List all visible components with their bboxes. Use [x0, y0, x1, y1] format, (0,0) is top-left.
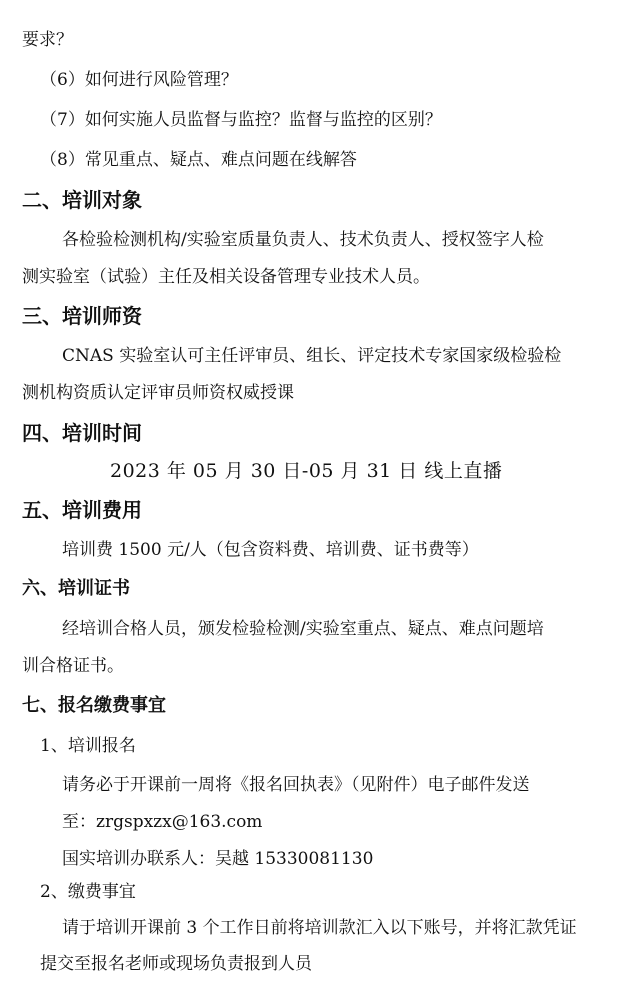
- list-item-6: （6）如何进行风险管理？: [40, 70, 238, 90]
- subheading-payment: 2、缴费事宜: [40, 882, 136, 902]
- section-heading-trainees: 二、培训对象: [22, 188, 142, 212]
- paragraph-line: 提交至报名老师或现场负责报到人员: [40, 954, 312, 974]
- section-heading-fee: 五、培训费用: [22, 498, 142, 522]
- fee-text: 培训费 1500 元/人（包含资料费、培训费、证书费等）: [62, 540, 479, 560]
- paragraph-line: 测实验室（试验）主任及相关设备管理专业技术人员。: [22, 267, 430, 287]
- section-heading-instructors: 三、培训师资: [22, 304, 142, 328]
- email-line: 至：zrgspxzx@163.com: [62, 812, 263, 832]
- paragraph-line: 测机构资质认定评审员师资权威授课: [22, 383, 294, 403]
- contact-line: 国实培训办联系人：吴越 15330081130: [62, 849, 374, 869]
- paragraph-line: 各检验检测机构/实验室质量负责人、技术负责人、授权签字人检: [62, 230, 544, 250]
- list-item-7: （7）如何实施人员监督与监控？监督与监控的区别？: [40, 110, 442, 130]
- section-heading-time: 四、培训时间: [22, 421, 142, 445]
- paragraph-line: CNAS 实验室认可主任评审员、组长、评定技术专家国家级检验检: [62, 346, 562, 366]
- paragraph-line: 请于培训开课前 3 个工作日前将培训款汇入以下账号，并将汇款凭证: [62, 918, 577, 938]
- text-line: 要求？: [22, 30, 73, 50]
- list-item-8: （8）常见重点、疑点、难点问题在线解答: [40, 150, 357, 170]
- training-time: 2023 年 05 月 30 日-05 月 31 日 线上直播: [110, 460, 503, 482]
- section-heading-certificate: 六、培训证书: [22, 578, 130, 599]
- paragraph-line: 经培训合格人员，颁发检验检测/实验室重点、疑点、难点问题培: [62, 619, 544, 639]
- paragraph-line: 请务必于开课前一周将《报名回执表》（见附件）电子邮件发送: [62, 775, 530, 795]
- subheading-registration: 1、培训报名: [40, 736, 136, 756]
- paragraph-line: 训合格证书。: [22, 656, 124, 676]
- section-heading-registration: 七、报名缴费事宜: [22, 695, 166, 716]
